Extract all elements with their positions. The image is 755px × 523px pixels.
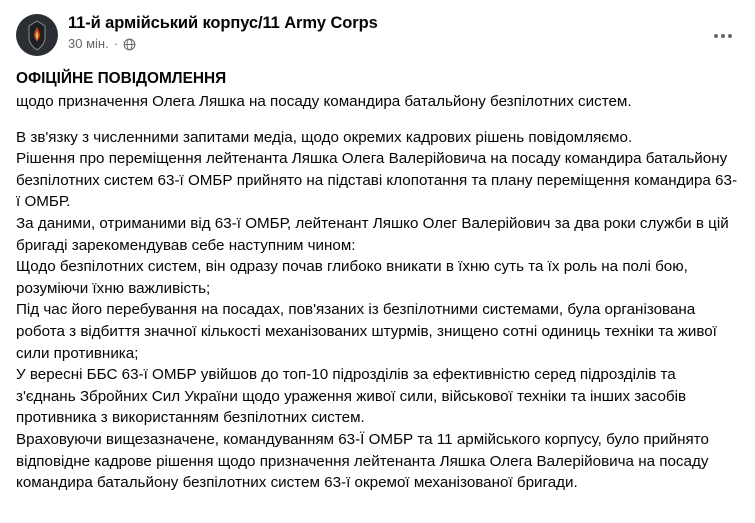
- post-title: ОФІЦІЙНЕ ПОВІДОМЛЕННЯ: [16, 70, 227, 87]
- more-options-button[interactable]: [707, 20, 739, 52]
- post-subtitle: щодо призначення Олега Ляшка на посаду командира батальйону безпілотних систем.: [16, 93, 632, 110]
- more-dot-3: [728, 34, 732, 38]
- post-timestamp[interactable]: 30 мін.: [68, 36, 109, 51]
- meta-separator: ·: [113, 36, 119, 51]
- globe-icon: [123, 38, 136, 51]
- post-paragraph: Враховуючи вищезазначене, командуванням 63-Ї ОМБР та 11 армійського корпусу, було прийнято відповідне кадрове рішення щодо призначення лейтенанта Ляшка Олега Валерійовича на посаду командира батальйону безпілотних систем 63-ї окремої механізованої бригади.: [16, 430, 709, 492]
- post-header: [16, 12, 739, 62]
- military-emblem-avatar-icon: [16, 14, 58, 56]
- post-paragraph: У вересні ББС 63-ї ОМБР увійшов до топ-10 підрозділів за ефективністю серед підрозділів та з'єднань Збройних Сил України щодо ураження живої сили, військової техніки та інших засобів противника з використанням безпілотних систем.: [16, 366, 687, 427]
- post-paragraph: Під час його перебування на посадах, пов'язаних із безпілотними системами, була організована робота з відбиття значної кількості механізованих штурмів, знищено сотні одиниць техніки та живої сили противника;: [16, 301, 717, 362]
- page-name[interactable]: 11-й армійський корпус/11 Army Corps: [68, 14, 378, 32]
- post-paragraph: Рішення про переміщення лейтенанта Ляшка Олега Валерійовича на посаду командира батальйону безпілотних систем 63-ї ОМБР прийнято на підставі клопотання та плану переміщення командира 63-ї ОМБР.: [16, 150, 738, 211]
- avatar[interactable]: [16, 14, 58, 56]
- more-dot-2: [721, 34, 725, 38]
- post-paragraph: Щодо безпілотних систем, він одразу почав глибоко вникати в їхню суть та їх роль на полі бою, розуміючи їхню важливість;: [16, 258, 688, 297]
- post-header-text: [68, 12, 378, 52]
- post-paragraph: В зв'язку з численними запитами медіа, щодо окремих кадрових рішень повідомляємо.: [16, 128, 633, 146]
- post-meta: [68, 36, 378, 52]
- more-dot-1: [714, 34, 718, 38]
- post-body: [16, 62, 739, 494]
- post-paragraph: За даними, отриманими від 63-ї ОМБР, лейтенант Ляшко Олег Валерійович за два роки служби в цій бригаді зарекомендував себе наступним чином:: [16, 214, 729, 254]
